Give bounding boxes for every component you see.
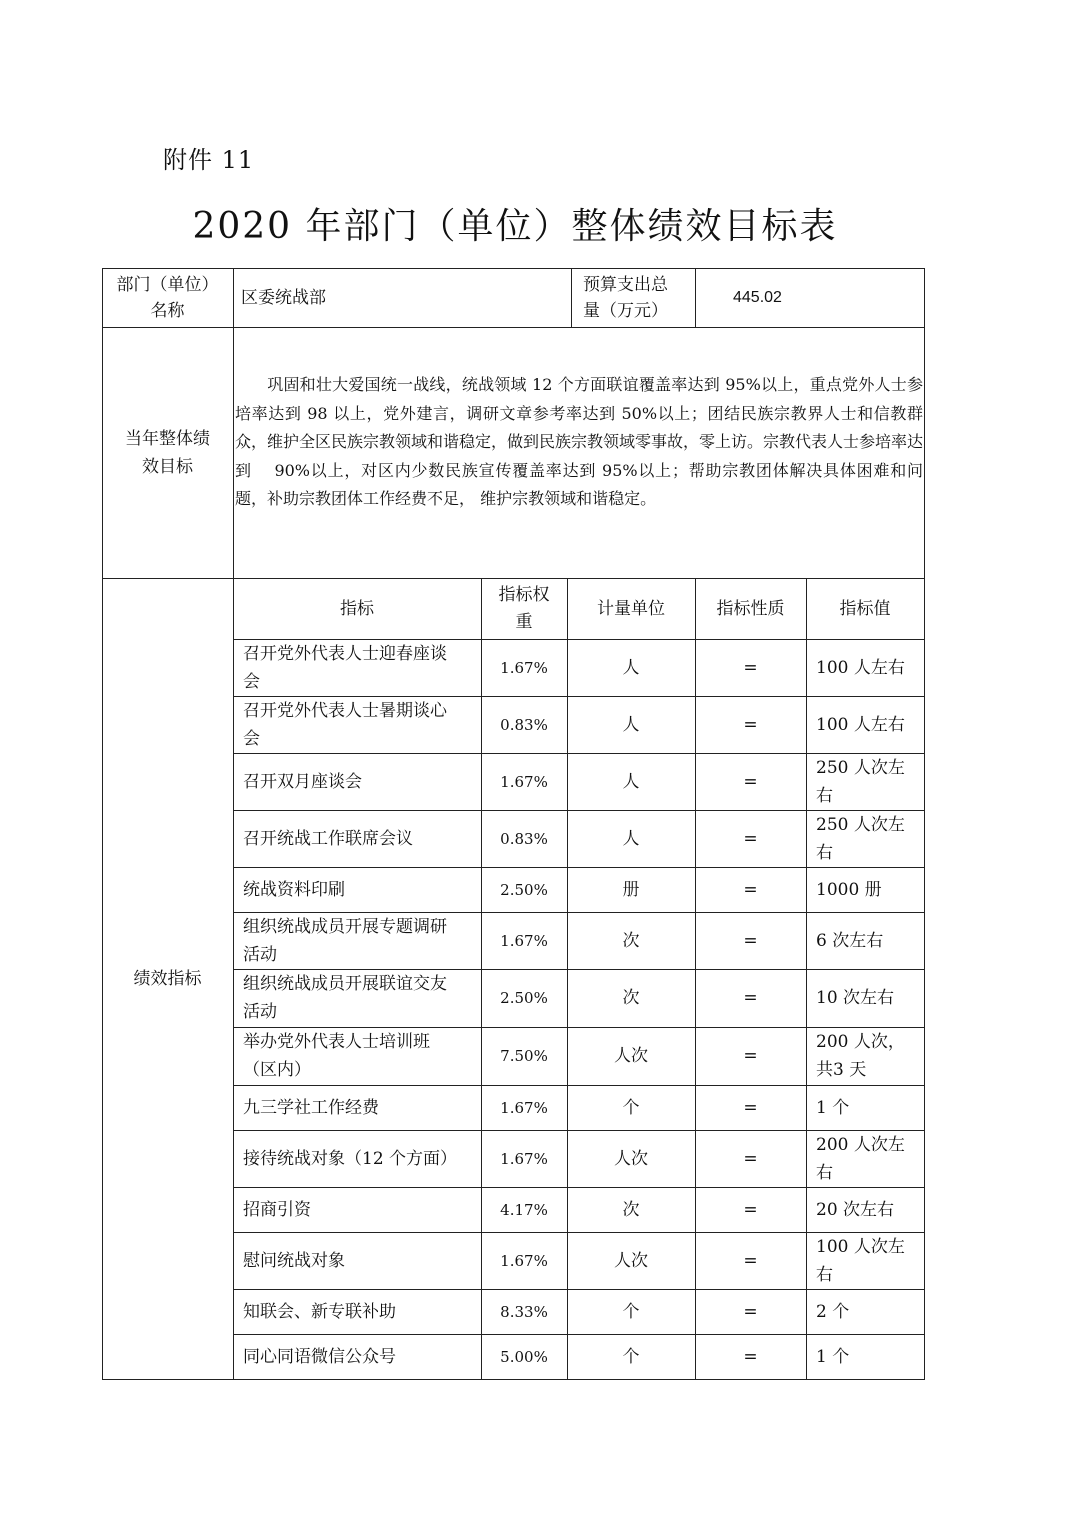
cell-value: 1 个 [816, 1097, 850, 1118]
col-header-nature: 指标性质 [716, 598, 785, 619]
dept-value: 区委统战部 [241, 287, 326, 308]
col-divider [481, 578, 482, 1379]
cell-name: 组织统战成员开展联谊交友 活动 [243, 974, 447, 1022]
cell-name: 慰问统战对象 [243, 1250, 345, 1271]
cell-name: 组织统战成员开展专题调研 活动 [243, 916, 447, 965]
row-divider [233, 1232, 924, 1233]
cell-nature: = [743, 1199, 758, 1220]
row-divider [233, 1334, 924, 1335]
table-border-top [102, 268, 924, 269]
col-divider [695, 268, 696, 327]
cell-unit: 次 [622, 930, 640, 951]
row-divider [233, 810, 924, 811]
cell-unit: 人 [622, 771, 640, 792]
cell-value: 100 人左右 [816, 714, 905, 735]
cell-name: 召开统战工作联席会议 [243, 828, 413, 849]
col-divider [695, 578, 696, 1379]
col-header-unit: 计量单位 [597, 598, 665, 619]
cell-value: 200 人次左 右 [816, 1134, 905, 1183]
cell-name: 召开双月座谈会 [243, 771, 362, 792]
row-divider [233, 1027, 924, 1028]
cell-nature: = [743, 828, 758, 849]
cell-weight: 1.67% [500, 1149, 548, 1168]
row-divider [102, 578, 924, 579]
cell-weight: 1.67% [500, 931, 548, 950]
cell-name: 统战资料印刷 [243, 879, 345, 900]
cell-value: 250 人次左 右 [816, 814, 905, 863]
row-divider [233, 1085, 924, 1086]
cell-nature: = [743, 657, 758, 678]
cell-nature: = [743, 771, 758, 792]
col-divider [571, 268, 572, 327]
cell-nature: = [743, 1250, 758, 1271]
indicators-label: 绩效指标 [133, 968, 202, 989]
row-divider [233, 867, 924, 868]
col-header-weight: 指标权 重 [498, 584, 550, 632]
cell-name: 同心同语微信公众号 [243, 1346, 396, 1367]
cell-nature: = [743, 879, 758, 900]
row-divider [233, 912, 924, 913]
cell-weight: 8.33% [500, 1302, 548, 1321]
cell-value: 200 人次， 共3 天 [816, 1032, 905, 1080]
cell-weight: 4.17% [500, 1200, 548, 1219]
cell-unit: 人 [622, 828, 640, 849]
cell-unit: 人次 [614, 1148, 648, 1169]
cell-weight: 2.50% [500, 989, 548, 1007]
goal-label: 当年整体绩 效目标 [125, 428, 210, 477]
cell-value: 6 次左右 [816, 930, 884, 951]
cell-value: 1000 册 [816, 879, 882, 900]
cell-unit: 个 [622, 1097, 640, 1118]
col-divider [806, 578, 807, 1379]
attachment-label: 附件 11 [163, 146, 255, 174]
cell-nature: = [743, 1148, 758, 1169]
cell-name: 举办党外代表人士培训班 （区内） [243, 1032, 430, 1080]
budget-label: 预算支出总 量（万元） [583, 274, 668, 321]
cell-nature: = [743, 988, 758, 1008]
cell-name: 召开党外代表人士迎春座谈 会 [243, 643, 447, 692]
cell-unit: 人 [622, 714, 640, 735]
cell-weight: 1.67% [500, 658, 548, 677]
cell-value: 2 个 [816, 1301, 850, 1322]
col-divider [233, 268, 234, 1379]
budget-value: 445.02 [733, 288, 782, 306]
cell-unit: 人次 [614, 1046, 648, 1066]
col-header-value: 指标值 [839, 598, 891, 619]
cell-unit: 册 [622, 879, 640, 900]
row-divider [233, 1187, 924, 1188]
row-divider [233, 969, 924, 970]
cell-value: 10 次左右 [816, 988, 895, 1008]
cell-name: 招商引资 [243, 1199, 311, 1220]
cell-nature: = [743, 1046, 758, 1066]
dept-label: 部门（单位） 名称 [116, 274, 219, 321]
cell-value: 100 人次左 右 [816, 1236, 905, 1285]
cell-weight: 1.67% [500, 772, 548, 791]
table-border-right [924, 268, 925, 1379]
table-border-bottom [102, 1379, 925, 1380]
cell-unit: 次 [622, 988, 640, 1008]
row-divider [233, 639, 924, 640]
cell-nature: = [743, 930, 758, 951]
cell-unit: 人 [622, 657, 640, 678]
cell-unit: 人次 [614, 1250, 648, 1271]
cell-unit: 个 [622, 1346, 640, 1367]
table-border-left [102, 268, 103, 1379]
goal-text [233, 365, 923, 514]
row-divider [102, 327, 924, 328]
row-divider [233, 1130, 924, 1131]
col-divider [567, 578, 568, 1379]
cell-weight: 0.83% [500, 829, 548, 848]
cell-value: 1 个 [816, 1346, 850, 1367]
cell-name: 知联会、新专联补助 [243, 1301, 396, 1322]
performance-table [102, 268, 924, 1379]
page-title: 2020 年部门（单位）整体绩效目标表 [192, 206, 838, 247]
cell-value: 250 人次左 右 [816, 757, 905, 806]
row-divider [233, 1289, 924, 1290]
cell-weight: 5.00% [500, 1347, 548, 1366]
cell-value: 100 人左右 [816, 657, 905, 678]
cell-weight: 2.50% [500, 880, 548, 899]
cell-weight: 0.83% [500, 715, 548, 734]
cell-name: 九三学社工作经费 [243, 1097, 379, 1118]
col-header-indicator: 指标 [340, 598, 374, 619]
cell-unit: 个 [622, 1301, 640, 1322]
cell-name: 召开党外代表人士暑期谈心 会 [243, 700, 447, 749]
cell-weight: 1.67% [500, 1098, 548, 1117]
goal-text-content: 巩固和壮大爱国统一战线，统战领域 12 个方面联谊覆盖率达到 95%以上，重点党外人士参培率达到 98 以上，党外建言，调研文章参考率达到 50%以上；团结民族宗教界人士和信教群众，维护全区民族宗教领域和谐稳定，做到民族宗教领域零事故，零上访。宗教代表人士参培率达到 90%以上，对区内少数民族宣传覆盖率达到 95%以上；帮助宗教团体解决具体困难和问题，补助宗教团体工作经费不足， 维护宗教领域和谐稳定。 [235, 375, 924, 508]
cell-name: 接待统战对象（12 个方面） [243, 1148, 458, 1169]
cell-nature: = [743, 1097, 758, 1118]
cell-weight: 7.50% [500, 1047, 548, 1065]
cell-unit: 次 [622, 1199, 640, 1220]
cell-nature: = [743, 1346, 758, 1367]
cell-weight: 1.67% [500, 1251, 548, 1270]
cell-value: 20 次左右 [816, 1199, 895, 1220]
row-divider [233, 696, 924, 697]
cell-nature: = [743, 1301, 758, 1322]
row-divider [233, 753, 924, 754]
cell-nature: = [743, 714, 758, 735]
